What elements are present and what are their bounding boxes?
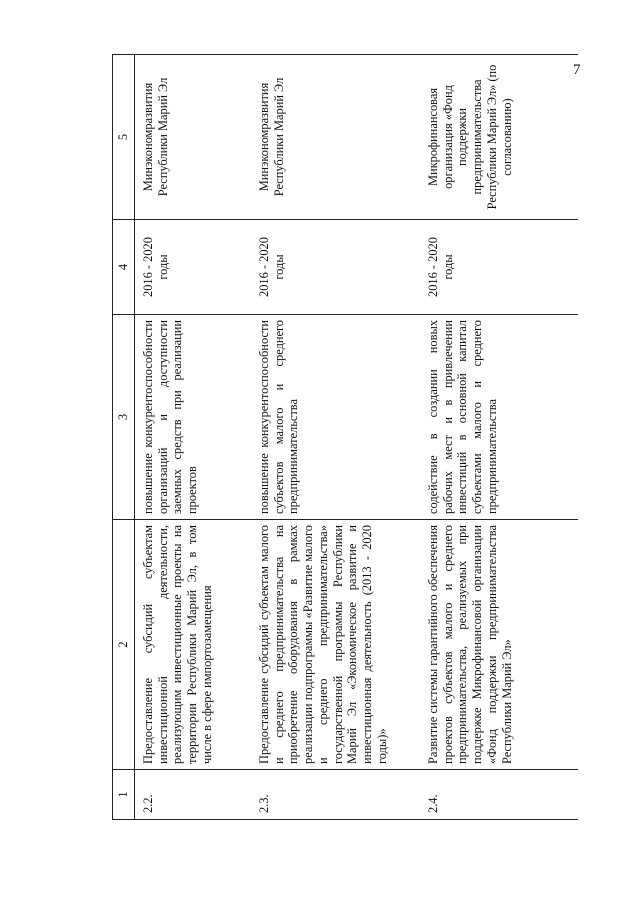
row-number: 2.2. bbox=[134, 770, 255, 820]
measure-cell: Предоставление субсидий субъектам малого и среднего предпринимательства на приобретение оборудования в рамках реализации подпрограммы «Развитие малого и среднего предпринимательства» государственной программы Республики Марий Эл «Экономическое развитие и инвестиционная деятельность (2013 - 2020 годы)» bbox=[255, 520, 424, 770]
header-col-2: 2 bbox=[113, 520, 135, 770]
table-row bbox=[134, 55, 255, 820]
executor-cell: Микрофинансовая организация «Фонд поддержки предпринимательства Республики Марий Эл» (по согласованию) bbox=[424, 55, 578, 220]
header-col-1: 1 bbox=[113, 770, 135, 820]
period-cell: 2016 - 2020 годы bbox=[255, 220, 424, 315]
page-number: 7 bbox=[573, 62, 581, 78]
executor-cell: Минэкономразвития Республики Марий Эл bbox=[255, 55, 424, 220]
table-row bbox=[424, 55, 578, 820]
period-cell: 2016 - 2020 годы bbox=[134, 220, 255, 315]
period-cell: 2016 - 2020 годы bbox=[424, 220, 578, 315]
header-col-3: 3 bbox=[113, 315, 135, 520]
rotated-table-container bbox=[112, 55, 572, 820]
measure-cell: Предоставление субсидий субъектам инвестиционной деятельности, реализующим инвестиционные проекты на территории Республики Марий Эл, в том числе в сфере импортозамещения bbox=[134, 520, 255, 770]
row-number: 2.4. bbox=[424, 770, 578, 820]
row-number: 2.3. bbox=[255, 770, 424, 820]
header-col-5: 5 bbox=[113, 55, 135, 220]
result-cell: содействие в создании новых рабочих мест и в привлечении инвестиций в основной капитал субъектами малого и среднего предпринимательства bbox=[424, 315, 578, 520]
measure-cell: Развитие системы гарантийного обеспечения проектов субъектов малого и среднего предпринимательства, реализуемых при поддержке Микрофинансовой организации «Фонд поддержки предпринимательства Республики Марий Эл» bbox=[424, 520, 578, 770]
header-col-4: 4 bbox=[113, 220, 135, 315]
executor-cell: Минэкономразвития Республики Марий Эл bbox=[134, 55, 255, 220]
result-cell: повышение конкурентоспособности организаций и доступности заемных средств при реализации проектов bbox=[134, 315, 255, 520]
measures-table bbox=[112, 54, 578, 820]
table-header-row bbox=[113, 55, 135, 820]
table-row bbox=[255, 55, 424, 820]
result-cell: повышение конкурентоспособности субъектов малого и среднего предпринимательства bbox=[255, 315, 424, 520]
